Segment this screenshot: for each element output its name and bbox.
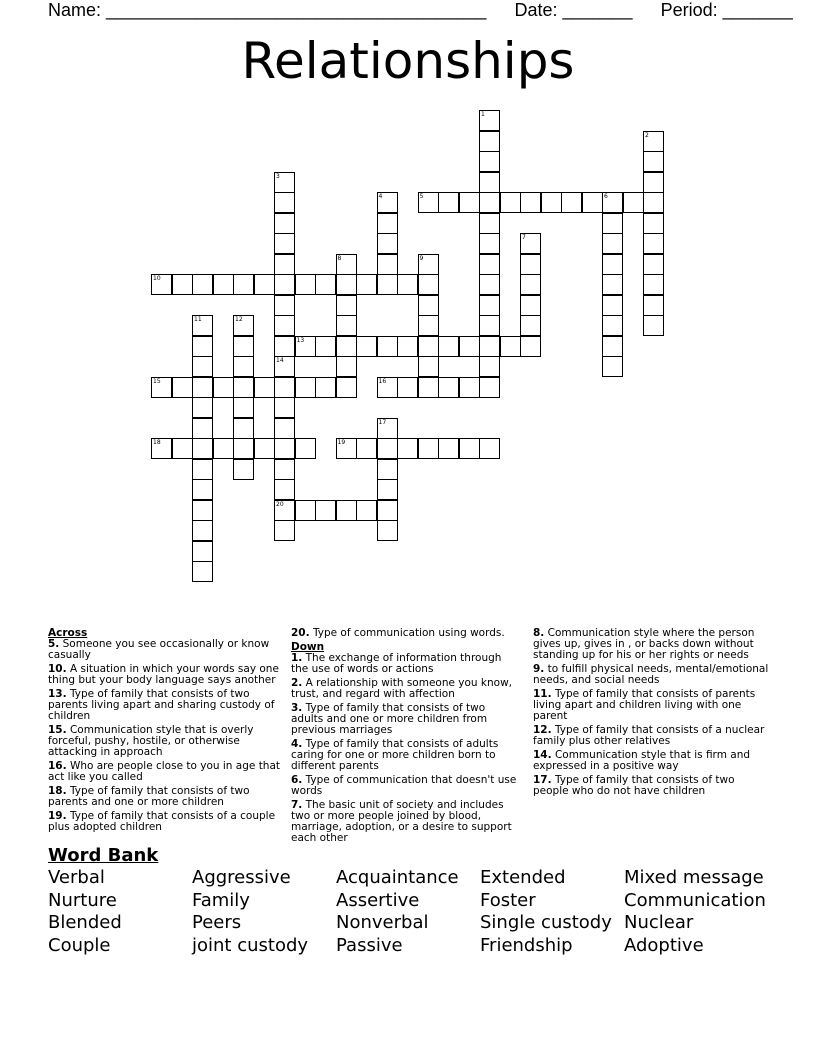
clue-text: Type of family that consists of two parents and one or more children [48,785,250,808]
crossword-cell[interactable] [274,520,295,541]
crossword-cell[interactable] [192,397,213,418]
cell-number: 4 [378,193,383,200]
word-bank-word: Nonverbal [336,912,429,934]
crossword-cell[interactable] [377,520,398,541]
crossword-cell[interactable] [274,500,295,521]
crossword-cell[interactable] [315,274,336,295]
crossword-cell[interactable] [602,295,623,316]
crossword-cell[interactable] [479,213,500,234]
cell-number: 16 [378,377,387,385]
crossword-cell[interactable] [479,151,500,172]
clue-number: 7. [291,799,303,811]
crossword-cell[interactable] [336,254,357,275]
word-bank-word: Couple [48,935,111,957]
crossword-cell[interactable] [274,295,295,316]
crossword-cell[interactable] [602,356,623,377]
crossword-cell[interactable] [151,438,172,459]
crossword-cell[interactable] [643,274,664,295]
clue-item [533,689,769,722]
crossword-cell[interactable] [418,295,439,316]
clue-number: 10. [48,663,67,675]
word-bank-word: Single custody [480,912,612,934]
clue-number: 8. [533,627,545,639]
clue-item [48,786,284,808]
crossword-cell[interactable] [192,418,213,439]
clue-number: 17. [533,774,552,786]
crossword-cell[interactable] [602,274,623,295]
cell-number: 8 [337,254,342,262]
crossword-cell[interactable] [295,377,316,398]
clue-item [291,775,519,797]
clue-text: to fulfill physical needs, mental/emotional needs, and social needs [533,663,769,686]
crossword-cell[interactable] [233,274,254,295]
word-bank-row [48,935,788,958]
crossword-cell[interactable] [274,233,295,254]
clue-text: Type of family that consists of a nuclear family plus other relatives [533,724,765,747]
word-bank-word: Aggressive [192,867,291,888]
clue-number: 2. [291,677,303,689]
date-field[interactable]: Date: _______ [514,0,633,20]
clue-text: Type of communication using words. [309,627,505,639]
crossword-cell[interactable] [520,336,541,357]
word-bank-word: joint custody [192,935,309,957]
crossword-cell[interactable] [172,377,193,398]
crossword-cell[interactable] [192,377,213,398]
clue-text: Type of family that consists of two parents living apart and sharing custody of children [48,688,275,722]
crossword-cell[interactable] [397,336,418,357]
clue-item [48,725,284,758]
crossword-cell[interactable] [377,213,398,234]
crossword-cell[interactable] [438,438,459,459]
crossword-cell[interactable] [418,315,439,336]
crossword-cell[interactable] [520,295,541,316]
clue-number: 15. [48,724,67,736]
clue-number: 13. [48,688,67,700]
clue-number: 16. [48,760,67,772]
crossword-cell[interactable] [479,377,500,398]
crossword-cell[interactable] [315,377,336,398]
crossword-cell[interactable] [479,315,500,336]
page-title: Relationships [241,32,575,90]
crossword-cell[interactable] [274,418,295,439]
clue-item [48,639,284,661]
cell-number: 3 [276,172,280,180]
crossword-cell[interactable] [233,397,254,418]
crossword-cell[interactable] [418,274,439,295]
crossword-cell[interactable] [254,377,275,398]
crossword-cell[interactable] [520,254,541,275]
crossword-cell[interactable] [377,254,398,275]
clue-item [48,761,284,783]
cell-number: 10 [153,275,161,282]
clues-column-3 [533,628,769,800]
crossword-cell[interactable] [192,274,213,295]
crossword-cell[interactable] [192,438,213,459]
crossword-cell[interactable] [336,438,357,459]
crossword-cell[interactable] [418,377,439,398]
crossword-cell[interactable] [418,192,439,213]
clues-column-2 [291,628,519,847]
crossword-cell[interactable] [479,110,500,131]
word-bank-word: Mixed message [624,867,764,888]
crossword-cell[interactable] [459,438,480,459]
crossword-cell[interactable] [274,479,295,500]
crossword-cell[interactable] [500,336,521,357]
crossword-cell[interactable] [377,418,398,439]
clue-text: A situation in which your words say one thing but your body language says another [48,663,279,686]
crossword-cell[interactable] [541,192,562,213]
crossword-cell[interactable] [602,254,623,275]
crossword-cell[interactable] [479,233,500,254]
crossword-cell[interactable] [479,192,500,213]
crossword-cell[interactable] [213,377,234,398]
word-bank-word: Nurture [48,889,117,911]
clue-item [533,664,769,686]
clue-text: Who are people close to you in age that act like you called [48,760,281,783]
crossword-cell[interactable] [643,213,664,234]
clue-text: Type of family that consists of two people who do not have children [533,774,735,797]
word-bank-word: Blended [48,912,122,934]
crossword-cell[interactable] [520,315,541,336]
crossword-cell[interactable] [377,438,398,459]
crossword-cell[interactable] [602,213,623,234]
crossword-cell[interactable] [377,233,398,254]
clue-number: 6. [291,774,303,786]
crossword-cell[interactable] [192,541,213,562]
crossword-cell[interactable] [192,315,213,336]
crossword-cell[interactable] [315,500,336,521]
crossword-cell[interactable] [336,377,357,398]
crossword-cell[interactable] [479,438,500,459]
crossword-cell[interactable] [295,438,316,459]
crossword-cell[interactable] [479,336,500,357]
clue-text: Type of communication that doesn't use words [291,774,517,797]
crossword-cell[interactable] [459,336,480,357]
word-bank-word: Acquaintance [336,867,459,888]
crossword-cell[interactable] [213,438,234,459]
cell-number: 18 [153,439,161,446]
crossword-cell[interactable] [274,172,295,193]
crossword-cell[interactable] [336,336,357,357]
crossword-cell[interactable] [274,336,295,357]
word-bank-word: Peers [192,912,242,934]
crossword-cell[interactable] [356,336,377,357]
crossword-cell[interactable] [643,254,664,275]
clue-text: Someone you see occasionally or know casually [48,638,270,661]
crossword-cell[interactable] [172,274,193,295]
crossword-cell[interactable] [192,336,213,357]
word-bank-word: Passive [336,935,403,957]
down-heading: Down [291,641,325,653]
clue-text: Communication style that is firm and expressed in a positive way [533,749,751,772]
clue-text: Type of family that consists of a couple plus adopted children [48,810,276,833]
crossword-cell[interactable] [602,336,623,357]
clue-number: 12. [533,724,552,736]
cell-number: 20 [276,500,284,508]
crossword-cell[interactable] [274,397,295,418]
crossword-cell[interactable] [479,172,500,193]
clue-item [291,653,519,675]
clue-text: Type of family that consists of parents living apart and children living with one parent [533,688,756,722]
clue-item [48,689,284,722]
crossword-cell[interactable] [459,377,480,398]
crossword-cell[interactable] [602,315,623,336]
crossword-cell[interactable] [602,192,623,213]
crossword-cell[interactable] [274,459,295,480]
clue-number: 11. [533,688,552,700]
cell-number: 5 [419,193,424,200]
clue-item [291,739,519,772]
clue-text: Communication style that is overly forceful, pushy, hostile, or otherwise attacking in approach [48,724,254,758]
crossword-cell[interactable] [233,336,254,357]
crossword-cell[interactable] [295,336,316,357]
crossword-cell[interactable] [192,561,213,582]
cell-number: 11 [194,316,202,323]
clue-number: 3. [291,702,303,714]
clue-item [533,750,769,772]
word-bank [48,867,788,958]
crossword-cell[interactable] [356,274,377,295]
clue-number: 14. [533,749,552,761]
word-bank-word: Family [192,889,250,911]
crossword-cell[interactable] [479,295,500,316]
crossword-cell[interactable] [151,377,172,398]
crossword-cell[interactable] [377,274,398,295]
crossword-cell[interactable] [192,520,213,541]
clue-item [291,703,519,736]
cell-number: 17 [378,418,387,426]
crossword-cell[interactable] [643,151,664,172]
crossword-cell[interactable] [356,438,377,459]
crossword-cell[interactable] [377,192,398,213]
crossword-cell[interactable] [233,459,254,480]
clue-text: The exchange of information through the use of words or actions [291,652,502,675]
crossword-cell[interactable] [336,274,357,295]
crossword-cell[interactable] [274,377,295,398]
word-bank-word: Adoptive [624,935,704,957]
word-bank-word: Verbal [48,867,105,888]
word-bank-row [48,867,788,890]
crossword-cell[interactable] [233,315,254,336]
crossword-cell[interactable] [192,459,213,480]
crossword-cell[interactable] [192,479,213,500]
word-bank-word: Communication [624,889,766,911]
crossword-cell[interactable] [643,315,664,336]
word-bank-row [48,912,788,935]
crossword-cell[interactable] [643,233,664,254]
crossword-cell[interactable] [274,192,295,213]
crossword-cell[interactable] [623,192,644,213]
crossword-cell[interactable] [356,500,377,521]
clue-number: 20. [291,627,310,639]
crossword-cell[interactable] [377,377,398,398]
crossword-cell[interactable] [459,192,480,213]
clue-text: Type of family that consists of adults caring for one or more children born to different parents [291,738,499,772]
cell-number: 13 [296,336,305,344]
clue-item [48,664,284,686]
crossword-cell[interactable] [418,356,439,377]
crossword-cell[interactable] [561,192,582,213]
clue-text: Type of family that consists of two adults and one or more children from previous marriages [291,702,488,736]
crossword-cell[interactable] [274,315,295,336]
word-bank-word: Foster [480,889,536,911]
crossword-cell[interactable] [418,438,439,459]
crossword-cell[interactable] [233,418,254,439]
crossword-cell[interactable] [213,274,234,295]
clue-number: 1. [291,652,303,664]
crossword-cell[interactable] [520,274,541,295]
cell-number: 15 [153,377,161,385]
crossword-cell[interactable] [336,500,357,521]
crossword-cell[interactable] [295,500,316,521]
crossword-cell[interactable] [151,274,172,295]
crossword-cell[interactable] [254,438,275,459]
crossword-cell[interactable] [479,356,500,377]
clue-item [533,775,769,797]
crossword-cell[interactable] [233,438,254,459]
crossword-cell[interactable] [274,356,295,377]
cell-number: 2 [645,131,649,139]
word-bank-word: Extended [480,867,566,888]
clue-number: 9. [533,663,545,675]
crossword-cell[interactable] [643,172,664,193]
crossword-cell[interactable] [643,192,664,213]
cell-number: 7 [522,234,526,241]
cell-number: 1 [481,111,485,118]
crossword-cell[interactable] [274,274,295,295]
crossword-cell[interactable] [377,479,398,500]
word-bank-word: Friendship [480,935,573,957]
clue-item [291,628,519,639]
crossword-cell[interactable] [520,233,541,254]
clue-item [291,800,519,844]
crossword-cell[interactable] [254,274,275,295]
crossword-cell[interactable] [500,192,521,213]
crossword-cell[interactable] [643,295,664,316]
crossword-cell[interactable] [377,336,398,357]
clue-item [533,725,769,747]
clue-item [291,678,519,700]
cell-number: 19 [337,439,346,446]
clue-text: The basic unit of society and includes two or more people joined by blood, marriage, adoption, or a desire to support each other [291,799,512,844]
period-field[interactable]: Period: _______ [660,0,793,20]
across-heading: Across [48,627,88,639]
crossword-cell[interactable] [643,131,664,152]
crossword-cell[interactable] [397,438,418,459]
clues-column-1 [48,628,284,836]
crossword-cell[interactable] [172,438,193,459]
crossword-cell[interactable] [479,274,500,295]
crossword-cell[interactable] [192,356,213,377]
crossword-cell[interactable] [192,500,213,521]
clue-number: 4. [291,738,303,750]
crossword-cell[interactable] [602,233,623,254]
crossword-cell[interactable] [274,254,295,275]
crossword-cell[interactable] [377,500,398,521]
cell-number: 9 [419,254,424,262]
word-bank-word: Nuclear [624,912,694,934]
name-field[interactable]: Name: ______________________________________ [48,0,487,20]
cell-number: 14 [276,357,284,364]
crossword-cell[interactable] [295,274,316,295]
crossword-cell[interactable] [479,131,500,152]
crossword-cell[interactable] [315,336,336,357]
clue-item [48,811,284,833]
crossword-cell[interactable] [397,274,418,295]
word-bank-title: Word Bank [48,845,159,866]
crossword-cell[interactable] [520,192,541,213]
cell-number: 6 [604,193,608,200]
crossword-cell[interactable] [274,438,295,459]
clue-text: Communication style where the person gives up, gives in , or backs down without standing up for his or her rights or needs [533,627,755,661]
crossword-cell[interactable] [274,213,295,234]
crossword-cell[interactable] [233,377,254,398]
crossword-cell[interactable] [479,254,500,275]
crossword-cell[interactable] [336,295,357,316]
clue-number: 18. [48,785,67,797]
crossword-cell[interactable] [336,356,357,377]
clue-item [533,628,769,661]
crossword-cell[interactable] [438,336,459,357]
crossword-cell[interactable] [438,377,459,398]
crossword-cell[interactable] [418,254,439,275]
cell-number: 12 [235,316,243,323]
crossword-cell[interactable] [582,192,603,213]
crossword-cell[interactable] [397,377,418,398]
crossword-cell[interactable] [336,315,357,336]
clue-text: A relationship with someone you know, trust, and regard with affection [291,677,512,700]
crossword-cell[interactable] [438,192,459,213]
crossword-cell[interactable] [418,336,439,357]
word-bank-row [48,890,788,913]
crossword-cell[interactable] [377,459,398,480]
word-bank-word: Assertive [336,889,420,911]
clue-number: 5. [48,638,60,650]
crossword-cell[interactable] [233,356,254,377]
clue-number: 19. [48,810,67,822]
